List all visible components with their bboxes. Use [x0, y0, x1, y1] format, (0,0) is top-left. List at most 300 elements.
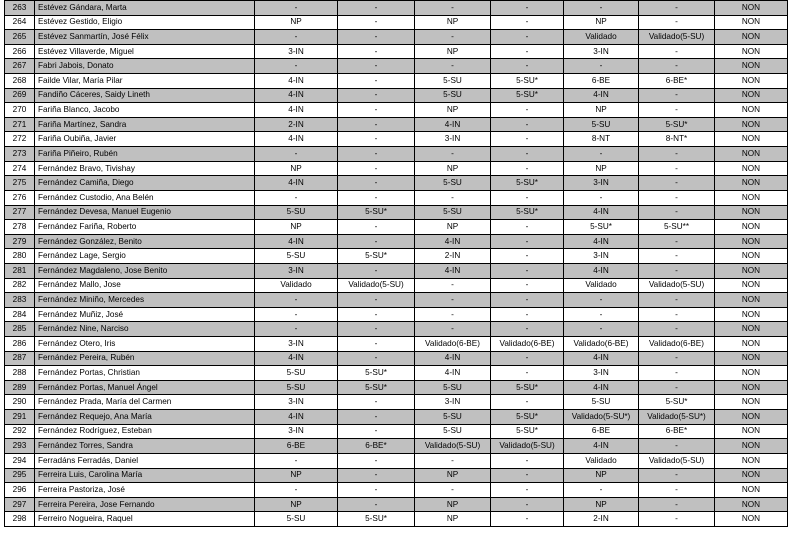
grade-cell-1: -	[255, 322, 338, 337]
grade-cell-1: 5-SU	[255, 366, 338, 381]
row-number: 294	[5, 453, 35, 468]
grade-cell-2: 5-SU*	[338, 366, 415, 381]
grade-cell-5: 4-IN	[564, 439, 639, 454]
grade-cell-4: -	[491, 263, 564, 278]
grade-cell-3: 4-IN	[415, 351, 491, 366]
result-cell: NON	[715, 205, 788, 220]
grade-cell-4: 5-SU*	[491, 88, 564, 103]
result-cell: NON	[715, 497, 788, 512]
student-name: Fernández Miniño, Mercedes	[35, 293, 255, 308]
grade-cell-6: 5-SU*	[639, 395, 715, 410]
grade-cell-3: 2-IN	[415, 249, 491, 264]
grade-cell-6: -	[639, 205, 715, 220]
grade-cell-6: -	[639, 512, 715, 527]
grade-cell-1: NP	[255, 161, 338, 176]
grade-cell-4: 5-SU*	[491, 380, 564, 395]
result-cell: NON	[715, 176, 788, 191]
grade-cell-1: -	[255, 453, 338, 468]
grade-cell-2: -	[338, 15, 415, 30]
grade-cell-5: 3-IN	[564, 176, 639, 191]
grade-cell-6: -	[639, 103, 715, 118]
grade-cell-4: 5-SU*	[491, 424, 564, 439]
result-cell: NON	[715, 44, 788, 59]
table-row	[5, 234, 788, 249]
grade-cell-5: NP	[564, 161, 639, 176]
grade-cell-4: Validado(5-SU)	[491, 439, 564, 454]
result-cell: NON	[715, 88, 788, 103]
grade-cell-4: -	[491, 395, 564, 410]
result-cell: NON	[715, 234, 788, 249]
grade-cell-6: -	[639, 439, 715, 454]
student-name: Fernández Devesa, Manuel Eugenio	[35, 205, 255, 220]
student-name: Fernández Portas, Christian	[35, 366, 255, 381]
grade-cell-4: -	[491, 483, 564, 498]
grade-cell-2: 5-SU*	[338, 512, 415, 527]
student-name: Fernández Muñiz, José	[35, 307, 255, 322]
result-cell: NON	[715, 161, 788, 176]
grade-cell-2: -	[338, 293, 415, 308]
table-row	[5, 424, 788, 439]
row-number: 291	[5, 410, 35, 425]
row-number: 282	[5, 278, 35, 293]
grade-cell-1: -	[255, 307, 338, 322]
grade-cell-6: 5-SU**	[639, 220, 715, 235]
grade-cell-6: -	[639, 293, 715, 308]
result-cell: NON	[715, 59, 788, 74]
grade-cell-2: -	[338, 132, 415, 147]
grade-cell-2: -	[338, 176, 415, 191]
grade-cell-4: -	[491, 249, 564, 264]
row-number: 295	[5, 468, 35, 483]
student-name: Ferreira Pastoriza, José	[35, 483, 255, 498]
table-row	[5, 44, 788, 59]
grade-cell-2: -	[338, 59, 415, 74]
grade-cell-4: -	[491, 293, 564, 308]
grade-cell-6: -	[639, 366, 715, 381]
table-row	[5, 1, 788, 16]
row-number: 284	[5, 307, 35, 322]
grade-cell-2: -	[338, 234, 415, 249]
student-name: Fernández Otero, Iris	[35, 337, 255, 352]
result-cell: NON	[715, 263, 788, 278]
grade-cell-3: -	[415, 483, 491, 498]
row-number: 297	[5, 497, 35, 512]
grade-cell-2: -	[338, 74, 415, 89]
table-row	[5, 278, 788, 293]
table-row	[5, 30, 788, 45]
result-cell: NON	[715, 424, 788, 439]
student-name: Fandiño Cáceres, Saidy Lineth	[35, 88, 255, 103]
grade-cell-2: -	[338, 483, 415, 498]
grade-cell-1: -	[255, 293, 338, 308]
grade-cell-3: NP	[415, 468, 491, 483]
row-number: 275	[5, 176, 35, 191]
grade-cell-6: 5-SU*	[639, 117, 715, 132]
grade-cell-3: 4-IN	[415, 234, 491, 249]
grade-cell-6: -	[639, 88, 715, 103]
row-number: 271	[5, 117, 35, 132]
grade-cell-3: -	[415, 59, 491, 74]
table-row	[5, 220, 788, 235]
result-cell: NON	[715, 147, 788, 162]
row-number: 266	[5, 44, 35, 59]
grade-cell-6: Validado(5-SU)	[639, 278, 715, 293]
grade-cell-3: -	[415, 278, 491, 293]
table-row	[5, 351, 788, 366]
grade-cell-5: NP	[564, 468, 639, 483]
result-cell: NON	[715, 1, 788, 16]
grade-cell-2: 6-BE*	[338, 439, 415, 454]
grade-cell-2: -	[338, 190, 415, 205]
grade-cell-1: -	[255, 483, 338, 498]
grade-cell-3: NP	[415, 103, 491, 118]
row-number: 270	[5, 103, 35, 118]
grade-cell-5: 4-IN	[564, 380, 639, 395]
student-name: Fernández Bravo, Tivishay	[35, 161, 255, 176]
row-number: 276	[5, 190, 35, 205]
grade-cell-5: 4-IN	[564, 263, 639, 278]
grade-cell-1: 5-SU	[255, 249, 338, 264]
grade-cell-5: 3-IN	[564, 44, 639, 59]
row-number: 274	[5, 161, 35, 176]
row-number: 288	[5, 366, 35, 381]
grade-cell-3: -	[415, 307, 491, 322]
grade-cell-5: -	[564, 59, 639, 74]
grade-cell-6: -	[639, 1, 715, 16]
result-cell: NON	[715, 307, 788, 322]
grade-cell-6: -	[639, 44, 715, 59]
grade-cell-2: 5-SU*	[338, 380, 415, 395]
row-number: 267	[5, 59, 35, 74]
grade-cell-5: 4-IN	[564, 234, 639, 249]
row-number: 272	[5, 132, 35, 147]
grade-cell-4: -	[491, 59, 564, 74]
table-row	[5, 74, 788, 89]
table-row	[5, 249, 788, 264]
grade-cell-3: 4-IN	[415, 117, 491, 132]
student-name: Fariña Blanco, Jacobo	[35, 103, 255, 118]
grade-cell-6: -	[639, 176, 715, 191]
grade-cell-5: 5-SU	[564, 395, 639, 410]
grade-cell-5: -	[564, 147, 639, 162]
grade-cell-2: 5-SU*	[338, 205, 415, 220]
grade-cell-6: -	[639, 249, 715, 264]
grade-cell-1: Validado	[255, 278, 338, 293]
table-row	[5, 307, 788, 322]
grade-cell-5: 8-NT	[564, 132, 639, 147]
grade-cell-1: 6-BE	[255, 439, 338, 454]
grade-cell-2: -	[338, 307, 415, 322]
result-cell: NON	[715, 366, 788, 381]
result-cell: NON	[715, 293, 788, 308]
table-row	[5, 88, 788, 103]
result-cell: NON	[715, 30, 788, 45]
grade-cell-6: -	[639, 497, 715, 512]
grade-cell-5: 4-IN	[564, 88, 639, 103]
grade-cell-2: -	[338, 117, 415, 132]
grade-cell-4: -	[491, 161, 564, 176]
grade-cell-5: Validado(5-SU*)	[564, 410, 639, 425]
grade-cell-4: -	[491, 453, 564, 468]
result-cell: NON	[715, 395, 788, 410]
table-row	[5, 15, 788, 30]
student-name: Fernández Portas, Manuel Ángel	[35, 380, 255, 395]
student-name: Fernández Torres, Sandra	[35, 439, 255, 454]
grade-cell-3: NP	[415, 497, 491, 512]
grade-cell-5: 6-BE	[564, 74, 639, 89]
grade-cell-5: -	[564, 322, 639, 337]
row-number: 290	[5, 395, 35, 410]
grade-cell-3: -	[415, 453, 491, 468]
grade-cell-1: NP	[255, 468, 338, 483]
grade-cell-2: -	[338, 468, 415, 483]
result-cell: NON	[715, 380, 788, 395]
grade-cell-1: 2-IN	[255, 117, 338, 132]
student-name: Ferreira Luis, Carolina María	[35, 468, 255, 483]
grade-cell-4: -	[491, 132, 564, 147]
grade-cell-3: NP	[415, 512, 491, 527]
grade-cell-2: -	[338, 322, 415, 337]
grade-cell-3: NP	[415, 44, 491, 59]
grade-cell-1: 4-IN	[255, 351, 338, 366]
grade-cell-3: -	[415, 293, 491, 308]
grade-cell-3: NP	[415, 161, 491, 176]
grade-cell-1: NP	[255, 220, 338, 235]
grade-cell-4: -	[491, 15, 564, 30]
row-number: 264	[5, 15, 35, 30]
table-row	[5, 293, 788, 308]
result-cell: NON	[715, 337, 788, 352]
table-row	[5, 103, 788, 118]
grade-cell-6: -	[639, 483, 715, 498]
grade-cell-3: 4-IN	[415, 263, 491, 278]
table-row	[5, 468, 788, 483]
grade-cell-1: 5-SU	[255, 380, 338, 395]
result-cell: NON	[715, 453, 788, 468]
table-row	[5, 190, 788, 205]
grade-cell-3: 5-SU	[415, 410, 491, 425]
grade-cell-4: 5-SU*	[491, 205, 564, 220]
grade-cell-3: Validado(5-SU)	[415, 439, 491, 454]
student-name: Estévez Gestido, Eligio	[35, 15, 255, 30]
row-number: 286	[5, 337, 35, 352]
grade-cell-2: -	[338, 410, 415, 425]
student-name: Ferreira Pereira, Jose Fernando	[35, 497, 255, 512]
grade-cell-4: -	[491, 468, 564, 483]
table-row	[5, 337, 788, 352]
row-number: 280	[5, 249, 35, 264]
grade-cell-5: NP	[564, 103, 639, 118]
grade-cell-6: -	[639, 190, 715, 205]
student-name: Failde Vilar, María Pilar	[35, 74, 255, 89]
table-row	[5, 497, 788, 512]
table-row	[5, 117, 788, 132]
student-name: Fernández Fariña, Roberto	[35, 220, 255, 235]
grade-cell-1: 3-IN	[255, 395, 338, 410]
grade-cell-2: -	[338, 395, 415, 410]
student-name: Fernández Requejo, Ana María	[35, 410, 255, 425]
grade-cell-3: Validado(6-BE)	[415, 337, 491, 352]
row-number: 298	[5, 512, 35, 527]
student-name: Fernández Prada, María del Carmen	[35, 395, 255, 410]
grade-cell-6: -	[639, 59, 715, 74]
result-cell: NON	[715, 278, 788, 293]
row-number: 289	[5, 380, 35, 395]
grade-cell-2: -	[338, 453, 415, 468]
result-cell: NON	[715, 439, 788, 454]
grade-cell-4: -	[491, 366, 564, 381]
grade-cell-6: -	[639, 351, 715, 366]
result-cell: NON	[715, 483, 788, 498]
grade-cell-3: 5-SU	[415, 74, 491, 89]
grade-cell-4: 5-SU*	[491, 74, 564, 89]
grade-cell-5: Validado	[564, 453, 639, 468]
grade-cell-1: 4-IN	[255, 132, 338, 147]
grade-cell-1: -	[255, 1, 338, 16]
table-row	[5, 59, 788, 74]
row-number: 269	[5, 88, 35, 103]
grade-cell-4: -	[491, 44, 564, 59]
grade-cell-6: -	[639, 263, 715, 278]
grade-cell-1: NP	[255, 497, 338, 512]
row-number: 279	[5, 234, 35, 249]
grade-cell-2: -	[338, 30, 415, 45]
student-name: Fernández Magdaleno, Jose Benito	[35, 263, 255, 278]
student-name: Fernández Nine, Narciso	[35, 322, 255, 337]
table-row	[5, 161, 788, 176]
student-name: Ferradáns Ferradás, Daniel	[35, 453, 255, 468]
grade-cell-5: 5-SU*	[564, 220, 639, 235]
grade-cell-1: 4-IN	[255, 410, 338, 425]
student-name: Estévez Villaverde, Miguel	[35, 44, 255, 59]
grade-cell-6: 6-BE*	[639, 74, 715, 89]
grade-cell-2: -	[338, 1, 415, 16]
grade-cell-5: 3-IN	[564, 249, 639, 264]
row-number: 277	[5, 205, 35, 220]
result-cell: NON	[715, 249, 788, 264]
grade-cell-1: 3-IN	[255, 44, 338, 59]
grade-cell-3: 5-SU	[415, 424, 491, 439]
grade-cell-1: 4-IN	[255, 74, 338, 89]
grade-cell-6: Validado(5-SU)	[639, 30, 715, 45]
result-cell: NON	[715, 512, 788, 527]
row-number: 263	[5, 1, 35, 16]
grade-cell-1: NP	[255, 15, 338, 30]
row-number: 278	[5, 220, 35, 235]
grade-cell-4: -	[491, 307, 564, 322]
grade-cell-3: 4-IN	[415, 366, 491, 381]
grade-cell-1: 4-IN	[255, 176, 338, 191]
table-row	[5, 512, 788, 527]
grade-cell-4: -	[491, 497, 564, 512]
grade-cell-6: -	[639, 307, 715, 322]
student-name: Estévez Sanmartín, José Félix	[35, 30, 255, 45]
student-name: Fariña Martínez, Sandra	[35, 117, 255, 132]
table-row	[5, 322, 788, 337]
grade-cell-1: 4-IN	[255, 103, 338, 118]
student-name: Fernández Custodio, Ana Belén	[35, 190, 255, 205]
grade-cell-5: 5-SU	[564, 117, 639, 132]
student-name: Fariña Oubiña, Javier	[35, 132, 255, 147]
grade-cell-6: -	[639, 380, 715, 395]
grade-cell-5: Validado	[564, 278, 639, 293]
row-number: 273	[5, 147, 35, 162]
table-row	[5, 483, 788, 498]
grade-cell-3: 3-IN	[415, 132, 491, 147]
grade-cell-6: -	[639, 322, 715, 337]
row-number: 268	[5, 74, 35, 89]
student-name: Fernández Pereira, Rubén	[35, 351, 255, 366]
row-number: 283	[5, 293, 35, 308]
grade-cell-4: -	[491, 117, 564, 132]
grade-cell-5: -	[564, 1, 639, 16]
grade-cell-2: 5-SU*	[338, 249, 415, 264]
grade-cell-4: -	[491, 322, 564, 337]
grade-cell-2: -	[338, 424, 415, 439]
grade-cell-3: -	[415, 147, 491, 162]
grades-sheet	[4, 0, 787, 527]
grade-cell-6: Validado(5-SU)	[639, 453, 715, 468]
table-row	[5, 380, 788, 395]
result-cell: NON	[715, 190, 788, 205]
grades-table	[4, 0, 788, 527]
table-row	[5, 176, 788, 191]
grade-cell-1: 3-IN	[255, 263, 338, 278]
grade-cell-2: -	[338, 220, 415, 235]
table-row	[5, 205, 788, 220]
row-number: 285	[5, 322, 35, 337]
grade-cell-4: -	[491, 278, 564, 293]
grade-cell-6: -	[639, 147, 715, 162]
grade-cell-6: Validado(6-BE)	[639, 337, 715, 352]
grade-cell-6: -	[639, 161, 715, 176]
student-name: Fernández Lage, Sergio	[35, 249, 255, 264]
result-cell: NON	[715, 74, 788, 89]
grade-cell-2: -	[338, 44, 415, 59]
student-name: Fabri Jabois, Donato	[35, 59, 255, 74]
grade-cell-3: 5-SU	[415, 88, 491, 103]
grade-cell-6: -	[639, 234, 715, 249]
row-number: 293	[5, 439, 35, 454]
grade-cell-5: NP	[564, 497, 639, 512]
student-name: Fernández González, Benito	[35, 234, 255, 249]
grade-cell-5: 6-BE	[564, 424, 639, 439]
grade-cell-3: -	[415, 190, 491, 205]
grade-cell-3: -	[415, 1, 491, 16]
grade-cell-5: 4-IN	[564, 351, 639, 366]
grade-cell-3: NP	[415, 15, 491, 30]
grade-cell-4: -	[491, 234, 564, 249]
table-row	[5, 263, 788, 278]
table-row	[5, 366, 788, 381]
grade-cell-6: -	[639, 468, 715, 483]
grade-cell-2: -	[338, 88, 415, 103]
table-row	[5, 453, 788, 468]
grade-cell-2: -	[338, 161, 415, 176]
grade-cell-5: -	[564, 190, 639, 205]
grade-cell-3: 5-SU	[415, 176, 491, 191]
table-row	[5, 147, 788, 162]
grade-cell-4: -	[491, 147, 564, 162]
grade-cell-5: 3-IN	[564, 366, 639, 381]
grade-cell-2: Validado(5-SU)	[338, 278, 415, 293]
grade-cell-5: -	[564, 307, 639, 322]
result-cell: NON	[715, 322, 788, 337]
grade-cell-3: NP	[415, 220, 491, 235]
grade-cell-6: 8-NT*	[639, 132, 715, 147]
grade-cell-3: 5-SU	[415, 205, 491, 220]
grade-cell-4: 5-SU*	[491, 176, 564, 191]
